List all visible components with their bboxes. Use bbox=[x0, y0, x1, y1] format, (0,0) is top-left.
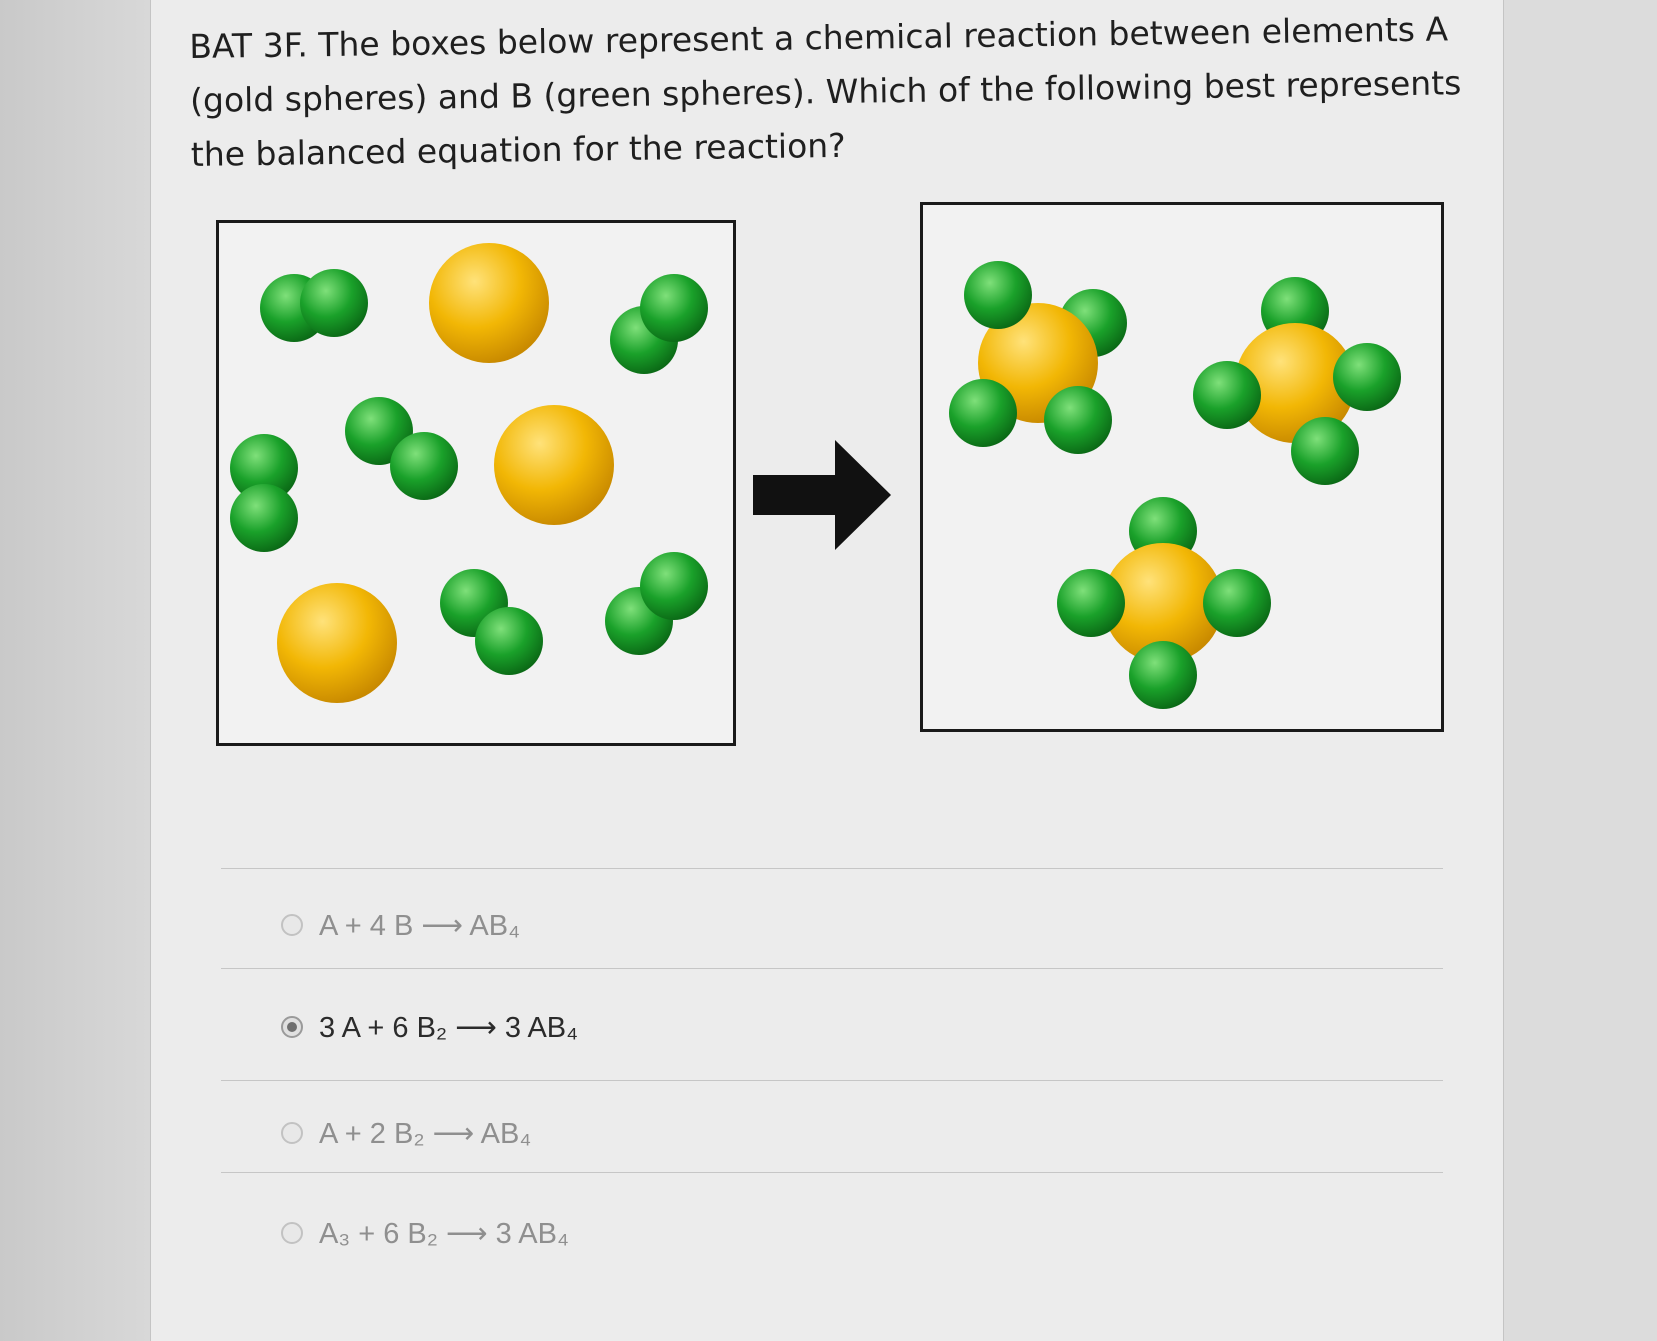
question-card bbox=[150, 0, 1504, 1341]
option-3[interactable] bbox=[281, 1108, 531, 1158]
divider bbox=[221, 968, 1443, 969]
atom-a-gold bbox=[429, 243, 549, 363]
atom-a-gold bbox=[494, 405, 614, 525]
option-4[interactable] bbox=[281, 1208, 569, 1258]
radio-button-selected[interactable] bbox=[281, 1016, 303, 1038]
atom-b-green bbox=[1203, 569, 1271, 637]
atom-b-green bbox=[1129, 641, 1197, 709]
products-box bbox=[920, 202, 1444, 732]
atom-b-green bbox=[1044, 386, 1112, 454]
radio-button[interactable] bbox=[281, 1122, 303, 1144]
option-label: A + 4 B ⟶ AB₄ bbox=[319, 909, 520, 942]
reactants-diagram bbox=[219, 223, 733, 743]
atom-a-gold bbox=[277, 583, 397, 703]
atom-b-green bbox=[964, 261, 1032, 329]
atom-b-green bbox=[300, 269, 368, 337]
divider bbox=[221, 868, 1443, 869]
option-1[interactable] bbox=[281, 900, 520, 950]
question-text: BAT 3F. The boxes below represent a chemical reaction between elements A (gold spheres) and B (green spheres). Which of the following best represents the balanced equation for the reaction? bbox=[189, 9, 1462, 174]
option-label: A₃ + 6 B₂ ⟶ 3 AB₄ bbox=[319, 1217, 569, 1250]
option-2[interactable] bbox=[281, 1002, 578, 1052]
atom-b-green bbox=[1057, 569, 1125, 637]
atom-b-green bbox=[640, 552, 708, 620]
atom-b-green bbox=[1193, 361, 1261, 429]
atom-b-green bbox=[640, 274, 708, 342]
atom-b-green bbox=[1291, 417, 1359, 485]
option-label: 3 A + 6 B₂ ⟶ 3 AB₄ bbox=[319, 1011, 578, 1044]
atom-b-green bbox=[1333, 343, 1401, 411]
atom-b-green bbox=[475, 607, 543, 675]
products-diagram bbox=[923, 205, 1441, 729]
reactants-box bbox=[216, 220, 736, 746]
atom-b-green bbox=[390, 432, 458, 500]
background-edge bbox=[0, 0, 150, 1341]
radio-button[interactable] bbox=[281, 1222, 303, 1244]
divider bbox=[221, 1172, 1443, 1173]
radio-button[interactable] bbox=[281, 914, 303, 936]
atom-b-green bbox=[230, 484, 298, 552]
right-arrow-icon bbox=[753, 440, 891, 550]
atom-b-green bbox=[949, 379, 1017, 447]
divider bbox=[221, 1080, 1443, 1081]
option-label: A + 2 B₂ ⟶ AB₄ bbox=[319, 1117, 532, 1150]
